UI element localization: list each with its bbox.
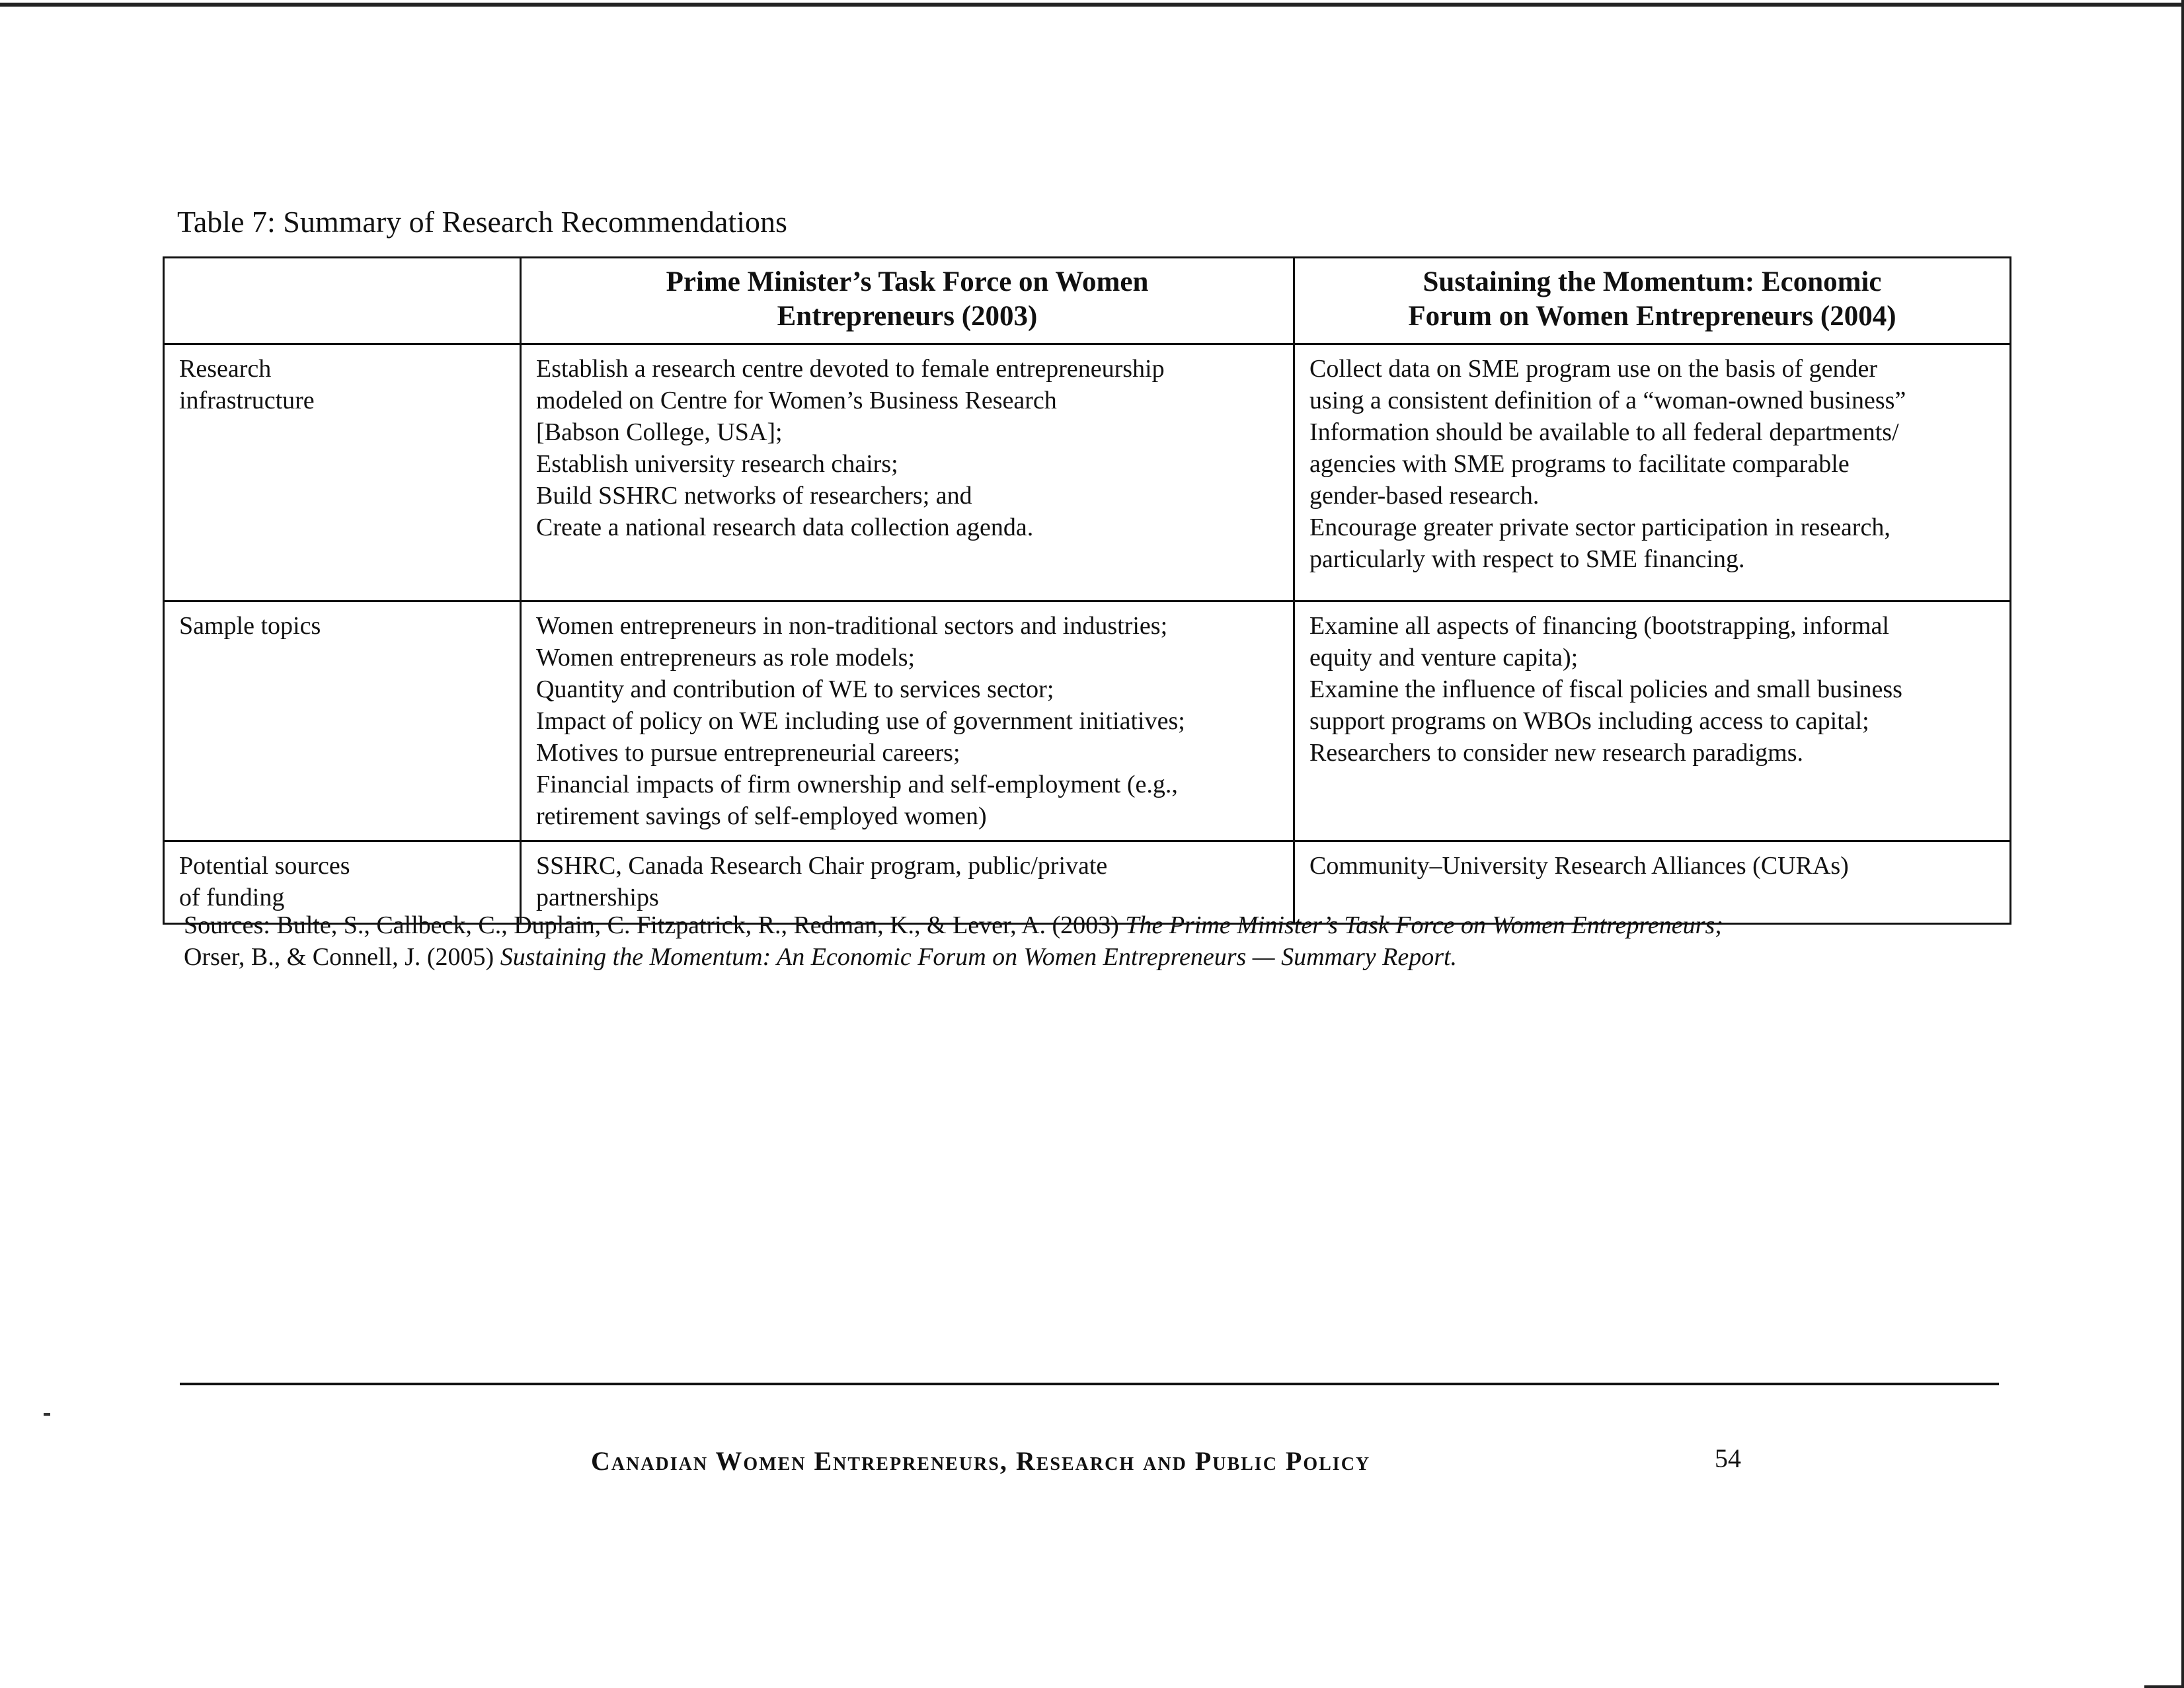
row-label — [164, 601, 521, 841]
table-row-research-infrastructure — [164, 344, 2011, 601]
scan-speck — [44, 1413, 50, 1416]
cell-line: [Babson College, USA]; — [536, 418, 783, 446]
cell-line: using a consistent definition of a “woman-owned business” — [1309, 387, 1906, 414]
cell-line: Researchers to consider new research paradigms. — [1309, 739, 1804, 767]
cell-line: Motives to pursue entrepreneurial careers; — [536, 739, 960, 767]
cell-line: Examine the influence of fiscal policies and small business — [1309, 675, 1902, 703]
cell-line: partnerships — [536, 884, 659, 911]
header-pm-task-force — [521, 258, 1294, 344]
sustaining-cell — [1294, 344, 2011, 601]
row-label-line: Potential sources — [179, 852, 350, 880]
table-row-sample-topics — [164, 601, 2011, 841]
header-line: Forum on Women Entrepreneurs (2004) — [1408, 301, 1896, 332]
cell-line: Collect data on SME program use on the basis of gender — [1309, 355, 1878, 383]
cell-line: Examine all aspects of financing (bootstrapping, informal — [1309, 612, 1889, 640]
row-label-line: Research — [179, 355, 272, 383]
scan-corner-mark — [2144, 1685, 2184, 1688]
cell-line: retirement savings of self-employed women) — [536, 802, 987, 830]
pm-task-force-cell — [521, 601, 1294, 841]
cell-line: Women entrepreneurs as role models; — [536, 644, 916, 671]
sources-text: Orser, B., & Connell, J. (2005) — [184, 943, 500, 971]
table-title: Table 7: Summary of Research Recommendations — [177, 205, 787, 239]
cell-line: Quantity and contribution of WE to services sector; — [536, 675, 1054, 703]
sources-title: The Prime Minister’s Task Force on Women Entrepreneurs; — [1125, 911, 1723, 939]
sustaining-cell — [1294, 601, 2011, 841]
cell-line: modeled on Centre for Women’s Business Research — [536, 387, 1057, 414]
page-number: 54 — [1715, 1443, 1741, 1473]
cell-line: gender-based research. — [1309, 482, 1540, 510]
cell-line: Impact of policy on WE including use of government initiatives; — [536, 707, 1185, 735]
scan-right-border — [2181, 0, 2184, 1688]
header-line: Sustaining the Momentum: Economic — [1423, 266, 1882, 297]
scan-top-border — [0, 3, 2181, 7]
row-label-line: Sample topics — [179, 612, 321, 640]
cell-line: Encourage greater private sector participation in research, — [1309, 514, 1891, 541]
sources-text: Sources: Bulte, S., Callbeck, C., Duplain, C. Fitzpatrick, R., Redman, K., & Lever, A. (2003) — [184, 911, 1126, 939]
cell-line: Create a national research data collection agenda. — [536, 514, 1034, 541]
pm-task-force-cell — [521, 344, 1294, 601]
cell-line: equity and venture capita); — [1309, 644, 1579, 671]
footer-title: Canadian Women Entrepreneurs, Research and Public Policy — [591, 1446, 1371, 1476]
cell-line: agencies with SME programs to facilitate comparable — [1309, 450, 1850, 478]
table-header-row — [164, 258, 2011, 344]
row-label-line: of funding — [179, 884, 285, 911]
cell-line: Build SSHRC networks of researchers; and — [536, 482, 972, 510]
row-label-line: infrastructure — [179, 387, 315, 414]
cell-line: particularly with respect to SME financing. — [1309, 545, 1745, 573]
header-cell-empty — [164, 258, 521, 344]
cell-line: Information should be available to all federal departments/ — [1309, 418, 1899, 446]
sources-note — [184, 909, 2021, 973]
footer-rule — [180, 1383, 1999, 1385]
cell-line: SSHRC, Canada Research Chair program, public/private — [536, 852, 1108, 880]
header-line: Entrepreneurs (2003) — [777, 301, 1038, 332]
row-label — [164, 344, 521, 601]
sources-line — [184, 909, 2021, 941]
cell-line: Women entrepreneurs in non-traditional sectors and industries; — [536, 612, 1168, 640]
sources-title: Sustaining the Momentum: An Economic Forum on Women Entrepreneurs — Summary Report. — [500, 943, 1458, 971]
cell-line: Financial impacts of firm ownership and self-employment (e.g., — [536, 771, 1178, 798]
cell-line: support programs on WBOs including access to capital; — [1309, 707, 1869, 735]
header-sustaining-momentum — [1294, 258, 2011, 344]
header-line: Prime Minister’s Task Force on Women — [666, 266, 1149, 297]
cell-line: Community–University Research Alliances (CURAs) — [1309, 852, 1849, 880]
cell-line: Establish a research centre devoted to female entrepreneurship — [536, 355, 1165, 383]
recommendations-table — [163, 256, 2011, 925]
sources-line — [184, 941, 2021, 973]
cell-line: Establish university research chairs; — [536, 450, 898, 478]
